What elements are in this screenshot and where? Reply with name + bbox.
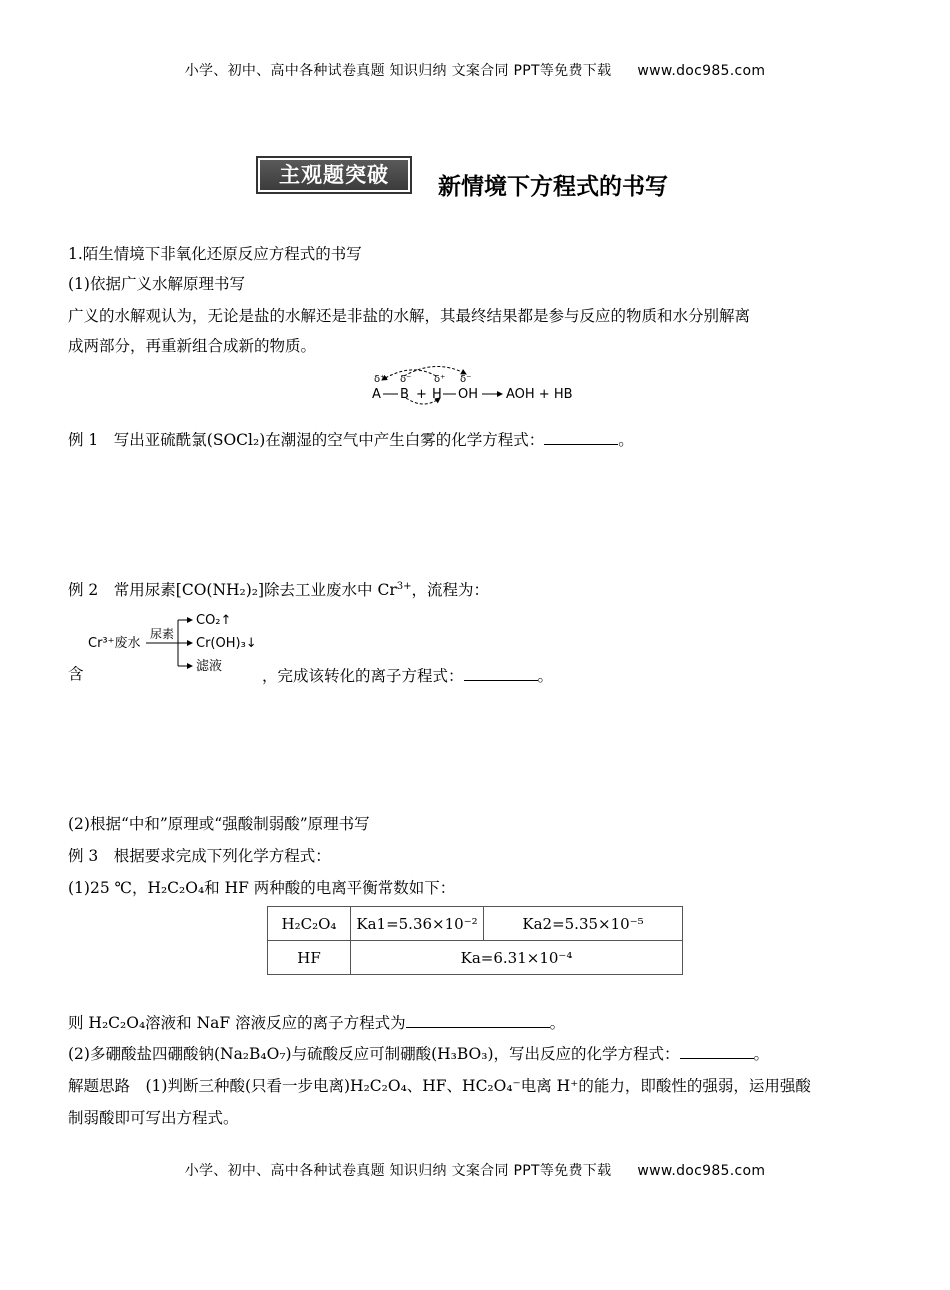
question-text: (2)多硼酸盐四硼酸钠(Na₂B₄O₇)与硫酸反应可制硼酸(H₃BO₃)，写出反应的化学方程式： (68, 1045, 680, 1063)
constants-table (267, 906, 683, 975)
example-1 (68, 428, 634, 450)
table-cell: H₂C₂O₄ (268, 907, 351, 941)
section-heading: 1.陌生情境下非氧化还原反应方程式的书写 (68, 245, 362, 263)
example-text: ，完成该转化的离子方程式： (262, 667, 464, 685)
question-1: (1)25 ℃，H₂C₂O₄和 HF 两种酸的电离平衡常数如下： (68, 879, 456, 897)
answer-blank[interactable] (464, 664, 538, 681)
page-header (0, 60, 950, 80)
header-text: 小学、初中、高中各种试卷真题 知识归纳 文案合同 PPT等免费下载 (184, 63, 612, 79)
table-row (268, 907, 683, 941)
hint-line: 制弱酸即可写出方程式。 (68, 1109, 239, 1127)
table-cell: HF (268, 941, 351, 975)
table-row (268, 941, 683, 975)
example-2-question (262, 664, 553, 686)
flow-product-1: CO₂↑ (196, 613, 232, 628)
example-3 (68, 846, 331, 866)
flow-reagent: 尿素 (150, 627, 175, 641)
flow-product-3: 滤液 (196, 659, 223, 674)
subsection-heading: (2)根据“中和”原理或“强酸制弱酸”原理书写 (68, 815, 370, 833)
products: AOH + HB (506, 387, 573, 402)
delta-minus-b: δ⁻ (400, 374, 412, 385)
period: 。 (618, 431, 634, 449)
example-text: 写出亚硫酰氯(SOCl₂)在潮湿的空气中产生白雾的化学方程式： (113, 431, 545, 449)
subsection-heading: (1)依据广义水解原理书写 (68, 275, 245, 293)
example-label: 例 2 (68, 581, 99, 599)
period: 。 (549, 1014, 566, 1032)
delta-plus-h: δ⁺ (434, 374, 446, 385)
section-badge: 主观题突破 (258, 158, 410, 192)
delta-minus-oh: δ⁻ (460, 374, 472, 385)
example-2-prefix: 含 (68, 665, 84, 683)
example-text: 根据要求完成下列化学方程式： (113, 847, 331, 865)
delta-plus-a: δ⁺ (374, 374, 386, 385)
footer-url[interactable]: www.doc985.com (637, 1163, 766, 1179)
table-cell: Ka=6.31×10⁻⁴ (351, 941, 683, 975)
example-label: 例 1 (68, 431, 99, 449)
question-1-answer (68, 1011, 565, 1033)
example-label: 例 3 (68, 847, 99, 865)
table-cell: Ka2=5.35×10⁻⁵ (484, 907, 683, 941)
group-oh: OH (458, 387, 479, 402)
table-cell: Ka1=5.36×10⁻² (351, 907, 484, 941)
footer-text: 小学、初中、高中各种试卷真题 知识归纳 文案合同 PPT等免费下载 (184, 1163, 612, 1179)
hint-line: 解题思路 (1)判断三种酸(只看一步电离)H₂C₂O₄、HF、HC₂O₄⁻电离 H⁺的能力，即酸性的强弱，运用强酸 (68, 1077, 811, 1095)
example-2 (68, 580, 489, 600)
header-url[interactable]: www.doc985.com (637, 63, 766, 79)
page-title: 新情境下方程式的书写 (438, 174, 668, 200)
answer-blank[interactable] (406, 1011, 550, 1028)
period: 。 (753, 1045, 770, 1063)
answer-blank[interactable] (544, 428, 618, 445)
page-footer (0, 1160, 950, 1180)
plus-sign: + (416, 387, 427, 402)
hydrolysis-scheme (366, 364, 596, 408)
paragraph-line: 广义的水解观认为，无论是盐的水解还是非盐的水解，其最终结果都是参与反应的物质和水分别解离 (68, 307, 751, 325)
question-2 (68, 1042, 769, 1064)
atom-b: B (400, 387, 409, 402)
flow-source: Cr³⁺废水 (88, 636, 141, 651)
example-text: 常用尿素[CO(NH₂)₂]除去工业废水中 Cr (113, 581, 397, 599)
example-text: ，流程为： (411, 581, 490, 599)
question-text: 则 H₂C₂O₄溶液和 NaF 溶液反应的离子方程式为 (68, 1014, 406, 1032)
flow-diagram (86, 608, 276, 678)
atom-a: A (372, 387, 381, 402)
answer-blank[interactable] (680, 1042, 754, 1059)
charge-sup: 3+ (396, 580, 412, 592)
flow-product-2: Cr(OH)₃↓ (196, 636, 257, 651)
paragraph-line: 成两部分，再重新组合成新的物质。 (68, 337, 317, 355)
atom-h: H (432, 387, 442, 402)
period: 。 (537, 667, 554, 685)
